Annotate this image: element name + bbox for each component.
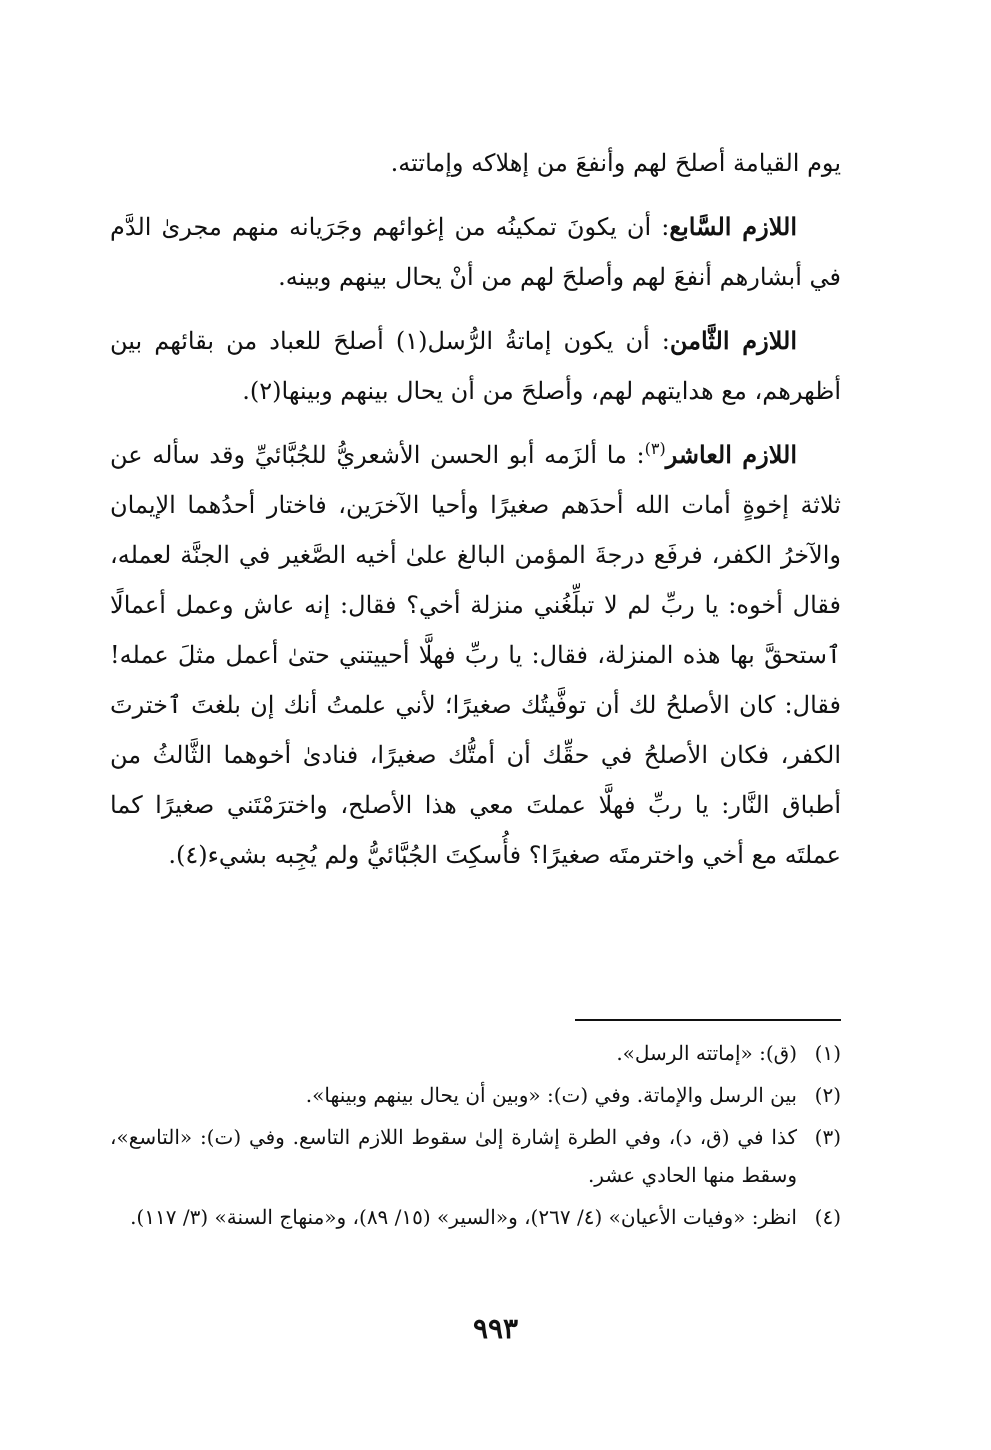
footnote-number: (٣) bbox=[814, 1125, 841, 1149]
section-term: اللازم السَّابع bbox=[669, 212, 798, 241]
paragraph-text: : أن يكون إماتةُ الرُّسل(١) أصلحَ للعباد من بقائهم بين أظهرهم، مع هدايتهم لهم، وأصلحَ من أن يحال بينهم وبينها(٢). bbox=[110, 327, 841, 405]
footnotes bbox=[110, 1034, 841, 1236]
footnote bbox=[110, 1118, 841, 1194]
footnote-separator bbox=[575, 1019, 841, 1021]
page-number: ٩٩٣ bbox=[472, 1312, 519, 1345]
footnote bbox=[110, 1076, 841, 1114]
paragraph-text: يوم القيامة أصلحَ لهم وأنفعَ من إهلاكه وإماتته. bbox=[390, 149, 841, 177]
footnote-text: (ق): «إماتته الرسل». bbox=[616, 1041, 797, 1065]
footnote-text: كذا في (ق، د)، وفي الطرة إشارة إلىٰ سقوط اللازم التاسع. وفي (ت): «التاسع»، وسقط منها الحادي عشر. bbox=[110, 1125, 797, 1187]
footnote-text: انظر: «وفيات الأعيان» (٤/ ٢٦٧)، و«السير» (١٥/ ٨٩)، و«منهاج السنة» (٣/ ١١٧). bbox=[130, 1205, 797, 1229]
paragraph-text: : ما ألزَمه أبو الحسن الأشعريُّ للجُبَّائيِّ وقد سأله عن ثلاثة إخوةٍ أمات الله أحدَهم صغيرًا وأحيا الآخرَين، فاختار أحدُهما الإيمان والآخرُ الكفر، فرفَع درجةَ المؤمن البالغ علىٰ أخيه الصَّغير في الجنَّة لعمله، فقال أخوه: يا ربِّ لم لا تبلِّغُني منزلة أخي؟ فقال: إنه عاش وعمل أعمالًا ٱستحقَّ بها هذه المنزلة، فقال: يا ربِّ فهلَّا أحييتني حتىٰ أعمل مثلَ عمله! فقال: كان الأصلحُ لك أن توفَّيتُك صغيرًا؛ لأني علمتُ أنك إن بلغتَ ٱخترتَ الكفر، فكان الأصلحُ في حقِّك أن أمتُّك صغيرًا، فنادىٰ أخوهما الثَّالثُ من أطباق النَّار: يا ربِّ فهلَّا عملتَ معي هذا الأصلح، واخترَمْتَني صغيرًا كما عملتَه مع أخي واخترمتَه صغيرًا؟ فأُسكِتَ الجُبَّائيُّ ولم يُجِبه بشيء(٤). bbox=[110, 441, 841, 869]
main-text bbox=[110, 138, 841, 880]
paragraph-continuation bbox=[110, 138, 841, 188]
paragraph-seventh bbox=[110, 202, 841, 302]
section-term: اللازم العاشر bbox=[665, 440, 798, 469]
section-term: اللازم الثَّامن bbox=[669, 326, 798, 355]
footnote bbox=[110, 1034, 841, 1072]
footnote-marker: (٣) bbox=[644, 439, 666, 458]
footnote-text: بين الرسل والإماتة. وفي (ت): «وبين أن يحال بينهم وبينها». bbox=[305, 1083, 797, 1107]
footnote-number: (٢) bbox=[814, 1083, 841, 1107]
paragraph-eighth bbox=[110, 316, 841, 416]
footnote bbox=[110, 1198, 841, 1236]
paragraph-text: : أن يكونَ تمكينُه من إغوائهم وجَرَيانه منهم مجرىٰ الدَّم في أبشارهم أنفعَ لهم وأصلحَ لهم من أنْ يحال بينهم وبينه. bbox=[110, 213, 841, 291]
footnote-number: (١) bbox=[814, 1041, 841, 1065]
footnote-number: (٤) bbox=[814, 1205, 841, 1229]
paragraph-tenth bbox=[110, 430, 841, 880]
